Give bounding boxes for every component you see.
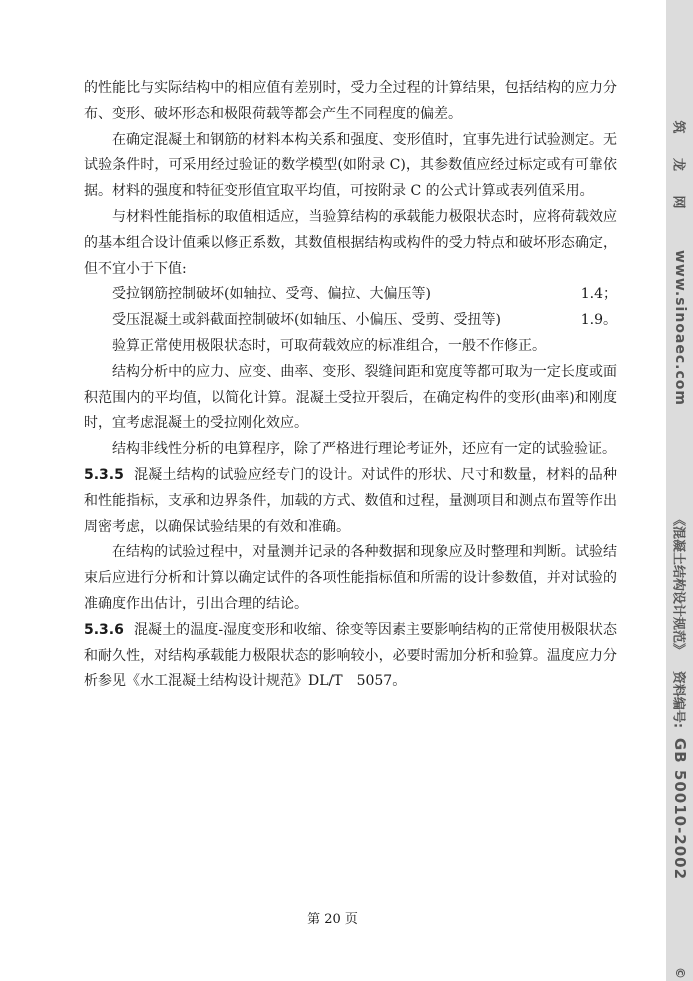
paragraph: 在确定混凝土和钢筋的材料本构关系和强度、变形值时，宜事先进行试验测定。无试验条件时，可采用经过验证的数学模型(如附录 C)，其参数值应经过标定或有可靠依据。材料的强度和特征变形值宜取平均值，可按附录 C 的公式计算或表列值采用。	[84, 131, 617, 200]
paragraph: 结构非线性分析的电算程序，除了严格进行理论考证外，还应有一定的试验验证。	[112, 441, 616, 458]
paragraph: 的性能比与实际结构中的相应值有差别时，受力全过程的计算结果，包括结构的应力分布、变形、破坏形态和极限荷载等都会产生不同程度的偏差。	[84, 80, 617, 122]
page-number: 第 20 页	[307, 912, 358, 927]
factor-value: 1.9。	[580, 312, 617, 329]
factor-line	[84, 308, 617, 334]
site-url: www.sinoaec.com	[671, 249, 688, 407]
section-number: 5.3.6	[84, 621, 124, 638]
paragraph: 与材料性能指标的取值相适应，当验算结构的承载能力极限状态时，应将荷载效应的基本组合设计值乘以修正系数，其数值根据结构或构件的受力特点和破坏形态确定，但不宜小于下值:	[84, 208, 617, 277]
factor-label: 受压混凝土或斜截面控制破坏(如轴压、小偏压、受剪、受扭等)	[112, 312, 501, 329]
factor-label: 受拉钢筋控制破坏(如轴拉、受弯、偏拉、大偏压等)	[112, 286, 431, 303]
section-5-3-5	[84, 463, 617, 540]
side-banner	[666, 0, 693, 981]
section-number: 5.3.5	[84, 466, 124, 483]
document-number-label: 资料编号:	[670, 670, 685, 729]
section-5-3-6	[84, 618, 617, 695]
body-text	[84, 76, 617, 695]
section-text: 混凝土的温度-湿度变形和收缩、徐变等因素主要影响结构的正常使用极限状态和耐久性，对结构承载能力极限状态的影响较小，必要时需加分析和验算。温度应力分析参见《水工混凝土结构设计规范》DL/T 5057。	[84, 621, 617, 690]
copyright-symbol: ©	[672, 967, 687, 979]
section-text: 混凝土结构的试验应经专门的设计。对试件的形状、尺寸和数量，材料的品种和性能指标，支承和边界条件，加载的方式、数值和过程，量测项目和测点布置等作出周密考虑，以确保试验结果的有效和准确。	[84, 466, 617, 535]
paragraph: 在结构的试验过程中，对量测并记录的各种数据和现象应及时整理和判断。试验结束后应进行分析和计算以确定试件的各项性能指标值和所需的设计参数值，并对试验的准确度作出估计，引出合理的结论。	[84, 544, 617, 612]
site-name: 筑 龙 网	[670, 120, 685, 219]
paragraph: 验算正常使用极限状态时，可取荷载效应的标准组合，一般不作修正。	[112, 337, 546, 354]
document-title: 《混凝土结构设计规范》	[670, 512, 685, 657]
paragraph: 结构分析中的应力、应变、曲率、变形、裂缝间距和宽度等都可取为一定长度或面积范围内的平均值，以简化计算。混凝土受拉开裂后，在确定构件的变形(曲率)和刚度时，宜考虑混凝土的受拉刚化效应。	[84, 363, 617, 432]
factor-value: 1.4；	[580, 286, 617, 303]
factor-line	[84, 282, 617, 308]
document-number: GB 50010-2002	[670, 737, 689, 881]
